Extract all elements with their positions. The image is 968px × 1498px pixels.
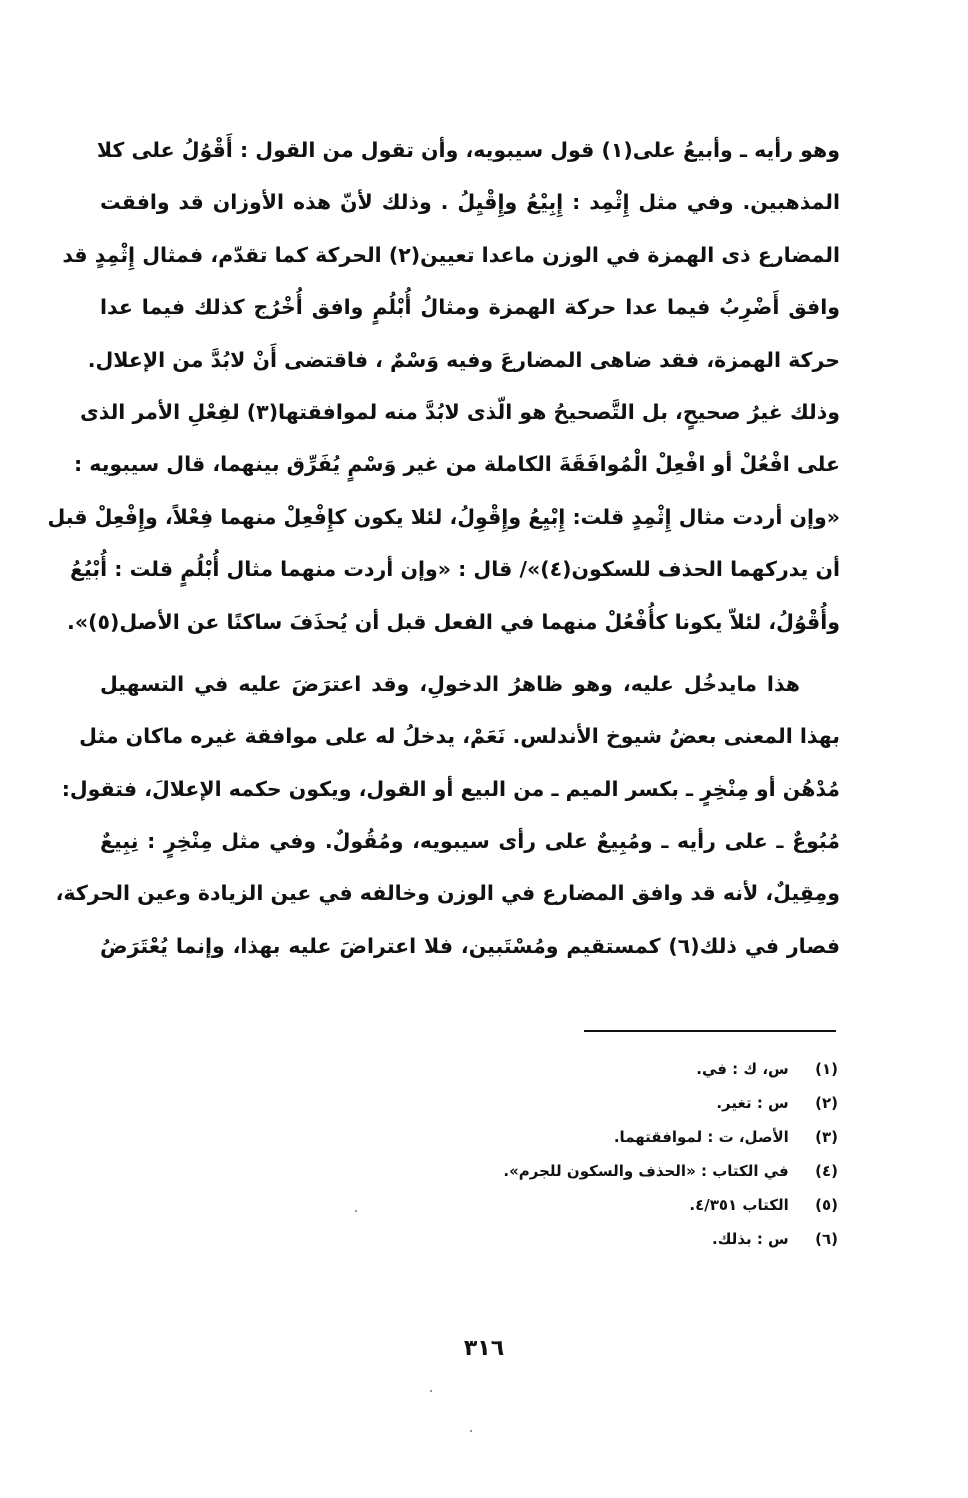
paragraph-gap — [100, 648, 840, 658]
text-line: المذهبين. وفي مثل إِثْمِد : إِبِيْعُ وإِقْيِلُ . وذلك لأنّ هذه الأوزان قد وافقت — [100, 190, 840, 215]
footnote-number: (٤) — [815, 1162, 838, 1180]
scan-speck — [470, 1430, 472, 1432]
footnote-number: (٦) — [815, 1230, 838, 1248]
text-line: على افْعُلْ أو افْعِلْ الْمُوافَقَةَ الكاملة من غير وَسْمٍ يُفَرِّق بينهما، قال سيبويه : — [73, 452, 840, 477]
footnote-text: الكتاب ٤/٣٥١. — [689, 1196, 789, 1214]
footnote — [338, 1120, 838, 1154]
footnote-number: (٢) — [815, 1094, 838, 1112]
footnote — [338, 1086, 838, 1120]
paragraph-1 — [47, 124, 840, 648]
text-line: هذا مايدخُل عليه، وهو ظاهرُ الدخولِ، وقد اعترَضَ عليه في التسهيل — [100, 671, 800, 696]
page-number: ٣١٦ — [463, 1336, 505, 1361]
footnote-number: (١) — [815, 1060, 838, 1078]
text-line: مُبُوعٌ ـ على رأيه ـ ومُبِيعٌ على رأى سيبويه، ومُقُولٌ. وفي مثل مِنْخِرٍ : نِبِيعٌ — [100, 829, 840, 854]
text-line: مُدْهُن أو مِنْخِرٍ ـ بكسر الميم ـ من البيع أو القول، ويكون حكمه الإعلالَ، فتقول: — [61, 776, 840, 801]
text-line: المضارع ذى الهمزة في الوزن ماعدا تعيين(٢) الحركة كما تقدّم، فمثال إِثْمِدٍ قد — [62, 242, 840, 267]
footnote — [338, 1188, 838, 1222]
text-line: وهو رأيه ـ وأبيعُ على(١) قول سيبويه، وأن تقول من القول : أَقْوُلُ على كلا — [96, 138, 840, 162]
footnote-text: س : بذلك. — [712, 1230, 789, 1248]
text-line: أن يدركهما الحذف للسكون(٤)»/ قال : «وإن أردت منهما مثال أُبْلُمٍ قلت : أُبْيُعُ — [70, 557, 840, 582]
footnote-number: (٣) — [815, 1128, 838, 1146]
footnote-text: الأصل، ت : لموافقتهما. — [613, 1128, 789, 1146]
text-line: وذلك غيرُ صحيحٍ، بل التَّصحيحُ هو الّذى لابُدَّ منه لموافقتها(٣) لفِعْلِ الأمر الذى — [79, 399, 840, 424]
footnote-text: س، ك : في. — [696, 1060, 789, 1078]
footnote-text: في الكتاب : «الحذف والسكون للجرم». — [503, 1162, 789, 1180]
text-line: ومِقِيلٌ، لأنه قد وافق المضارع في الوزن وخالفه في عين الزيادة وعين الحركة، — [55, 881, 840, 906]
footnote-divider — [584, 1030, 836, 1032]
scan-speck — [355, 1210, 357, 1212]
main-text — [47, 124, 840, 972]
paragraph-2 — [55, 658, 840, 972]
text-line: فصار في ذلك(٦) كمستقيم ومُسْتَبين، فلا اعتراضَ عليه بهذا، وإنما يُعْتَرَضُ — [100, 933, 840, 958]
footnote-text: س : تغير. — [716, 1094, 789, 1112]
text-line: حركة الهمزة، فقد ضاهى المضارعَ وفيه وَسْمٌ ، فاقتضى أَنْ لابُدَّ من الإعلال. — [87, 347, 840, 372]
footnote — [338, 1154, 838, 1188]
text-line: وافق أَضْرِبُ فيما عدا حركة الهمزة ومثالُ أُبْلُمٍ وافق أُخْرُج كذلك فيما عدا — [100, 295, 840, 320]
footnote — [338, 1052, 838, 1086]
text-line: بهذا المعنى بعضُ شيوخ الأندلس. نَعَمْ، يدخلُ له على موافقة غيره ماكان مثل — [79, 724, 840, 749]
text-line: وأُقْوُلُ، لئلاّ يكونا كأُفْعُلْ منهما في الفعل قبل أن يُحذَفَ ساكنًا عن الأصل(٥)». — [67, 609, 840, 634]
footnote-number: (٥) — [815, 1196, 838, 1214]
footnotes — [338, 1052, 838, 1256]
text-line: «وإن أردت مثال إِثْمِدٍ قلت: إِبْيِعُ وإِقْوِلُ، لئلا يكون كإِفْعِلْ منهما فِعْلاً، وإِفْعِلْ قبل — [47, 504, 840, 529]
scan-speck — [430, 1390, 432, 1392]
footnote — [338, 1222, 838, 1256]
